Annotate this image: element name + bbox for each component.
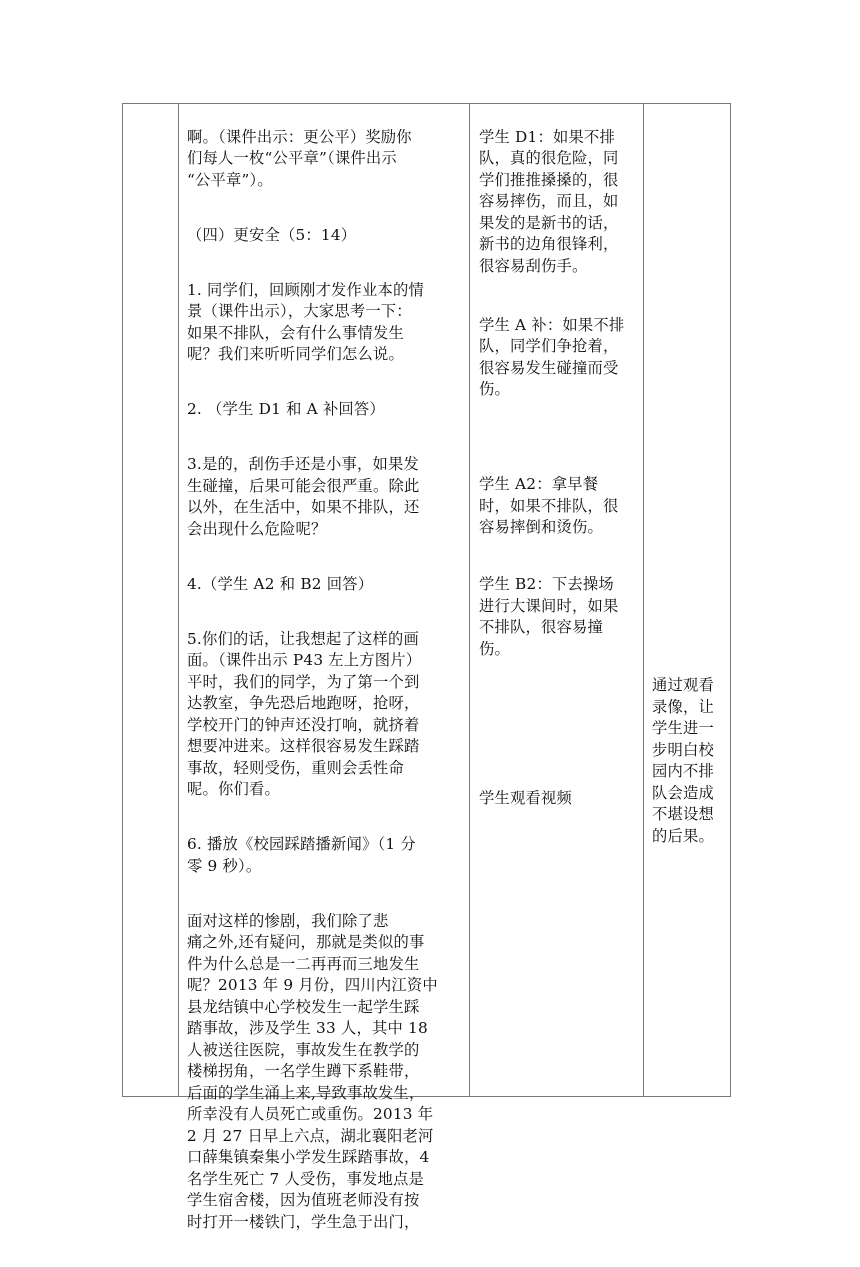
teacher-paragraph: 5.你们的话，让我想起了这样的画 面。（课件出示 P43 左上方图片） 平时，我们的同学，为了第一个到 达教室，争先恐后地跑呀，抢呀， 学校开门的钟声还没打响，就挤着 想要冲进来。这样很容易发生踩踏 事故，轻则受伤，重则会丢性命 呢。你们看。: [187, 629, 422, 798]
table-divider-1: [178, 103, 179, 1097]
teacher-paragraph: 6. 播放《校园踩踏播新闻》（1 分 零 9 秒）。: [187, 835, 416, 875]
table-border-top: [122, 103, 731, 104]
table-border-right: [730, 103, 731, 1097]
teacher-paragraph: 4.（学生 A2 和 B2 回答）: [187, 574, 374, 593]
design-intent-cell: 通过观看 录像，让 学生进一 步明白校 园内不排 队会造成 不堪设想 的后果。: [652, 676, 714, 845]
table-divider-3: [643, 103, 644, 1097]
section-heading: （四）更安全（5：14）: [187, 225, 357, 244]
student-answer: 学生 A 补：如果不排 队，同学们争抢着， 很容易发生碰撞而受 伤。: [479, 315, 625, 398]
student-answer: 学生 A2：拿早餐 时，如果不排队，很 容易摔倒和烫伤。: [479, 475, 619, 536]
teacher-paragraph: 1. 同学们，回顾刚才发作业本的情 景（课件出示），大家思考一下： 如果不排队，会有什么事情发生 呢？我们来听听同学们怎么说。: [187, 280, 425, 363]
teacher-paragraph: 啊。（课件出示：更公平）奖励你 们每人一枚“公平章”（课件出示 “公平章”）。: [187, 127, 412, 189]
teacher-paragraph: 面对这样的惨剧，我们除了悲 痛之外,还有疑问，那就是类似的事 件为什么总是一二再再而三地发生 呢？2013 年 9 月份，四川内江资中 县龙结镇中心学校发生一起学生踩 踏事故，涉及学生 33 人，其中 18 人被送往医院，事故发生在教学的 楼梯拐角，一名学生蹲下系鞋带， 后面的学生涌上来,导致事故发生， 所幸没有人员死亡或重伤。2013 年 2 月 27 日早上六点，湖北襄阳老河 口薛集镇秦集小学发生踩踏事故，4 名学生死亡 7 人受伤，事发地点是 学生宿舍楼，因为值班老师没有按 时打开一楼铁门，学生急于出门，: [187, 911, 438, 1231]
student-answer: 学生 B2：下去操场 进行大课间时，如果 不排队，很容易撞 伤。: [479, 575, 619, 658]
table-divider-2: [469, 103, 470, 1097]
teacher-paragraph: 2. （学生 D1 和 A 补回答）: [187, 400, 385, 418]
teacher-paragraph: 3.是的，刮伤手还是小事，如果发 生碰撞，后果可能会很严重。除此 以外，在生活中，如果不排队，还 会出现什么危险呢？: [187, 455, 420, 538]
table-border-left: [122, 103, 123, 1097]
teacher-activity-cell: [187, 105, 464, 1267]
student-answer: 学生 D1：如果不排 队，真的很危险，同 学们推推搡搡的，很 容易摔伤，而且，如 果发的是新书的话， 新书的边角很锋利， 很容易刮伤手。: [479, 127, 619, 275]
student-activity: 学生观看视频: [479, 788, 572, 807]
student-activity-cell: [479, 105, 639, 843]
